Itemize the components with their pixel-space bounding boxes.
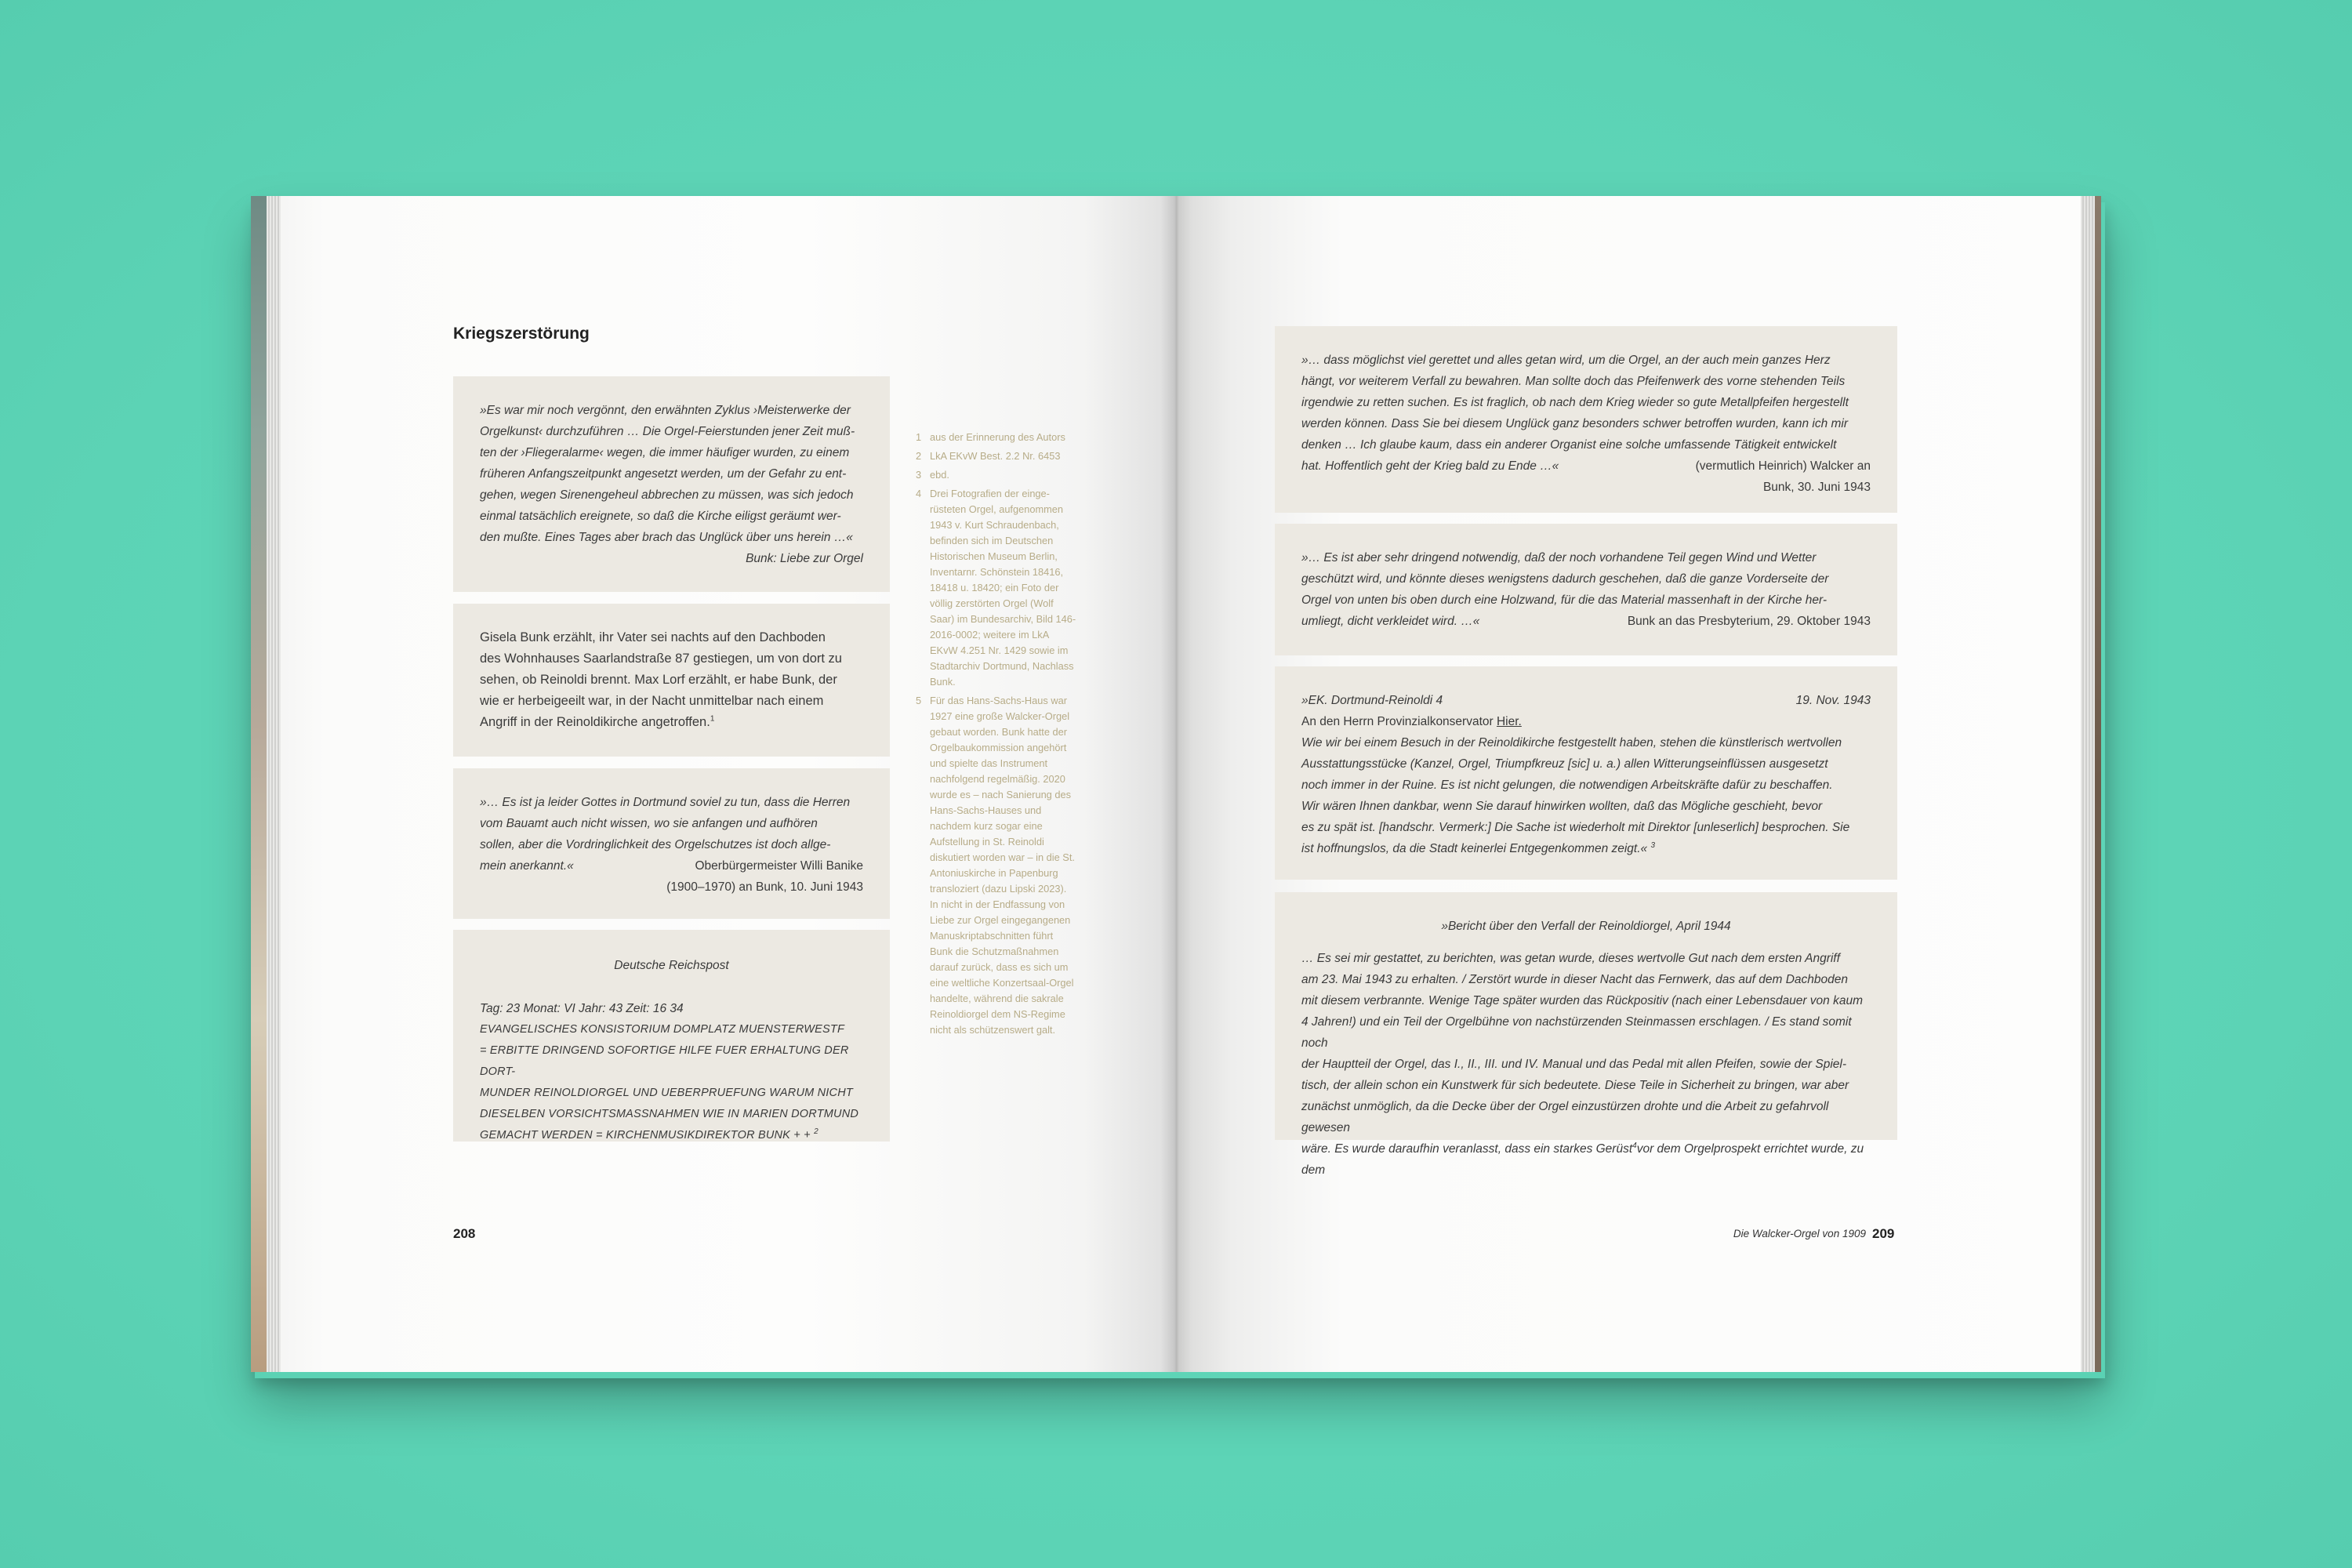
footnote-text: ebd. [930, 469, 949, 481]
letter-line: noch immer in der Ruine. Es ist nicht gelungen, die notwendigen Arbeitskräfte dafür zu beschaffen. [1301, 779, 1833, 792]
footnote [916, 448, 1076, 464]
footnote-text: Drei Fotografien der eingerüsteten Orgel, aufgenommen 1943 v. Kurt Schraudenbach, befinden sich im Deutschen Historischen Museum Berlin, Inventarnr. Schönstein 18416, 18418 u. 18420; ein Foto der völlig zerstörten Orgel (Wolf Saar) im Bundesarchiv, Bild 146-2016-0002; weitere im LkA EKvW 4.251 Nr. 1429 sowie im Stadtarchiv Dortmund, Nachlass Bunk. [930, 488, 1076, 688]
footnote-number: 3 [916, 469, 922, 481]
telegram-line: EVANGELISCHES KONSISTORIUM DOMPLATZ MUENSTERWESTF [480, 1023, 845, 1036]
quote-line: ten der ›Fliegeralarme‹ wegen, die immer häufiger wurden, zu einem [480, 446, 850, 459]
letter-date: 19. Nov. 1943 [1795, 694, 1871, 707]
quote-attribution: (vermutlich Heinrich) Walcker an [1695, 459, 1871, 473]
letter-addressee [1301, 711, 1871, 732]
quote-box-presbyterium [1275, 524, 1897, 655]
report-line: … Es sei mir gestattet, zu berichten, was getan wurde, dieses wertvolle Gut nach dem ersten Angriff [1301, 952, 1840, 965]
quote-attribution: Bunk, 30. Juni 1943 [1762, 481, 1871, 494]
right-cover-edge [2095, 196, 2101, 1372]
quote-line: irgendwie zu retten suchen. Es ist fraglich, ob nach dem Krieg wieder so gute Metallpfeifen hergestellt [1301, 396, 1849, 409]
telegram-line-text: GEMACHT WERDEN = KIRCHENMUSIKDIREKTOR BUNK + + [480, 1129, 811, 1142]
footnote-number: 5 [916, 695, 922, 706]
quote-line: sollen, aber die Vordringlichkeit des Orgelschutzes ist doch allge- [480, 838, 831, 851]
quote-line: »… Es ist aber sehr dringend notwendig, daß der noch vorhandene Teil gegen Wind und Wetter [1301, 551, 1817, 564]
section-heading: Kriegszerstörung [453, 325, 590, 343]
quote-line: denken … Ich glaube kaum, dass ein anderer Organist eine solche umfassende Tätigkeit entwickelt [1301, 438, 1837, 452]
letter-addressee-place: Hier. [1496, 715, 1522, 728]
footnote [916, 693, 1076, 1038]
footnote-number: 1 [916, 431, 922, 443]
quote-attribution: (1900–1970) an Bunk, 10. Juni 1943 [666, 880, 863, 894]
letter-sender: »EK. Dortmund-Reinoldi 4 [1301, 694, 1443, 707]
report-box-verfall [1275, 892, 1897, 1177]
telegram-line: = ERBITTE DRINGEND SOFORTIGE HILFE FUER ERHALTUNG DER DORT- [480, 1044, 849, 1078]
quote-box-banike [453, 768, 890, 919]
footnote-ref: 2 [814, 1127, 818, 1137]
narrative-line-text: Angriff in der Reinoldikirche angetroffen. [480, 715, 710, 729]
report-line [1301, 1138, 1871, 1181]
telegram-box [453, 930, 890, 1142]
letter-line: Wir wären Ihnen dankbar, wenn Sie darauf hinwirken wollten, daß das Mögliche geschieht, bevor [1301, 800, 1823, 813]
letter-box-provinzialkonservator [1275, 666, 1897, 880]
report-line: mit diesem verbrannte. Wenige Tage später wurden das Rückpositiv (nach einer Lebensdauer von kaum [1301, 994, 1863, 1007]
quote-line [1301, 456, 1871, 477]
quote-last-line: hat. Hoffentlich geht der Krieg bald zu Ende …« [1301, 459, 1559, 473]
telegram-line [480, 1125, 863, 1146]
footnote-column [916, 430, 1076, 1041]
footnote-text: aus der Erinnerung des Autors [930, 431, 1065, 443]
report-line: der Hauptteil der Orgel, das I., II., III. und IV. Manual und das Pedal mit allen Pfeifen, sowie der Spiel- [1301, 1058, 1846, 1071]
footnote-ref: 3 [1650, 840, 1656, 850]
report-line-text: wäre. Es wurde daraufhin veranlasst, dass ein starkes Gerüst [1301, 1142, 1633, 1156]
footnote-ref: 1 [710, 714, 715, 724]
left-cover-edge [251, 196, 267, 1372]
letter-line: Ausstattungsstücke (Kanzel, Orgel, Triumpfkreuz [sic] u. a.) allen Witterungseinflüssen ausgesetzt [1301, 757, 1828, 771]
narrative-line: des Wohnhauses Saarlandstraße 87 gestiegen, um von dort zu [480, 652, 842, 666]
footnote [916, 486, 1076, 690]
quote-line: hängt, vor weiterem Verfall zu bewahren. Man sollte doch das Pfeifenwerk des vorne stehenden Teils [1301, 375, 1846, 388]
quote-line: »… Es ist ja leider Gottes in Dortmund soviel zu tun, dass die Herren [480, 796, 851, 809]
letter-line: es zu spät ist. [handschr. Vermerk:] Die Sache ist wiederholt mit Direktor [unleserlich] besprochen. Sie [1301, 821, 1850, 834]
letter-line-text: ist hoffnungslos, da die Stadt keinerlei Entgegenkommen zeigt.« [1301, 842, 1648, 855]
quote-box-walcker [1275, 326, 1897, 513]
footnote-text: Für das Hans-Sachs-Haus war 1927 eine große Walcker-Orgel gebaut worden. Bunk hatte der Orgelbaukommission angehört und spielte das Instrument nachfolgend regelmäßig. 2020 wurde es – nach Sanierung des Hans-Sachs-Hauses und nachdem kurz sogar eine Aufstellung in St. Reinoldi diskutiert worden war – in die St. Antoniuskirche in Papenburg transloziert (dazu Lipski 2023). In nicht in der Endfassung von Liebe zur Orgel eingegangenen Manuskriptabschnitten führt Bunk die Schutzmaßnahmen darauf zurück, dass es sich um eine weltliche Konzertsaal-Orgel handelte, während die sakrale Reinoldiorgel dem NS-Regime nicht als schützenswert galt. [930, 695, 1075, 1036]
narrative-line: Gisela Bunk erzählt, ihr Vater sei nachts auf den Dachboden [480, 630, 826, 644]
quote-last-line: umliegt, dicht verkleidet wird. …« [1301, 615, 1480, 628]
quote-line: vom Bauamt auch nicht wissen, wo sie anfangen und aufhören [480, 817, 818, 830]
quote-attribution: Oberbürgermeister Willi Banike [695, 859, 863, 873]
quote-attribution: Bunk an das Presbyterium, 29. Oktober 1943 [1627, 615, 1871, 628]
page-number-left: 208 [453, 1226, 476, 1241]
quote-line [1301, 611, 1871, 632]
quote-line: einmal tatsächlich ereignete, so daß die Kirche eiligst geräumt wer- [480, 510, 841, 523]
page-number-right: 209 [1872, 1226, 1895, 1241]
quote-line: »… dass möglichst viel gerettet und alles getan wird, um die Orgel, an der auch mein ganzes Herz [1301, 354, 1831, 367]
quote-line: Orgelkunst‹ durchzuführen … Die Orgel-Feierstunden jener Zeit muß- [480, 425, 855, 438]
quote-box-bunk-liebe [453, 376, 890, 592]
telegram-line: MUNDER REINOLDIORGEL UND UEBERPRUEFUNG WARUM NICHT [480, 1087, 853, 1099]
telegram-line: DIESELBEN VORSICHTSMASSNAHMEN WIE IN MARIEN DORTMUND [480, 1108, 859, 1120]
narrative-line [480, 712, 863, 733]
footnote-number: 2 [916, 450, 922, 462]
quote-line: geschützt wird, und könnte dieses wenigstens dadurch geschehen, daß die ganze Vorderseite der [1301, 572, 1829, 586]
footnote-ref: 4 [1632, 1141, 1637, 1150]
left-page-stack [267, 196, 281, 1372]
running-title: Die Walcker-Orgel von 1909 [1733, 1228, 1866, 1240]
telegram-meta: Tag: 23 Monat: VI Jahr: 43 Zeit: 16 34 [480, 1002, 684, 1015]
footnote-text: LkA EKvW Best. 2.2 Nr. 6453 [930, 450, 1061, 462]
quote-line: gehen, wegen Sirenengeheul abbrechen zu müssen, was sich jedoch [480, 488, 854, 502]
narrative-line: wie er herbeigeeilt war, in der Nacht unmittelbar nach einem [480, 694, 824, 708]
letter-addressee-text: An den Herrn Provinzialkonservator [1301, 715, 1494, 728]
report-line: 4 Jahren!) und ein Teil der Orgelbühne von nachstürzenden Steinmassen erschlagen. / Es stand somit noch [1301, 1015, 1852, 1050]
quote-attribution: Bunk: Liebe zur Orgel [746, 552, 863, 565]
footnote [916, 430, 1076, 445]
quote-line: werden können. Dass Sie bei diesem Unglück ganz besonders schwer betroffen wurden, kann ich mir [1301, 417, 1849, 430]
footnote-number: 4 [916, 488, 922, 499]
report-line: tisch, der allein schon ein Kunstwerk für sich bedeutete. Diese Teile in Sicherheit zu bringen, war aber [1301, 1079, 1849, 1092]
quote-line: früheren Anfangszeitpunkt angesetzt werden, um der Gefahr zu ent- [480, 467, 847, 481]
narrative-line: sehen, ob Reinoldi brennt. Max Lorf erzählt, er habe Bunk, der [480, 673, 837, 687]
quote-last-line: mein anerkannt.« [480, 859, 574, 873]
report-line-text: vor dem Orgelprospekt errichtet wurde, zu dem [1301, 1142, 1864, 1177]
letter-line [1301, 838, 1871, 859]
quote-line: den mußte. Eines Tages aber brach das Unglück über uns herein …« [480, 531, 853, 544]
report-title: »Bericht über den Verfall der Reinoldiorgel, April 1944 [1441, 920, 1731, 933]
quote-line: »Es war mir noch vergönnt, den erwähnten Zyklus ›Meisterwerke der [480, 404, 851, 417]
quote-line [480, 855, 863, 877]
quote-line: Orgel von unten bis oben durch eine Holzwand, für die das Material massenhaft in der Kirche her- [1301, 593, 1828, 607]
telegram-title: Deutsche Reichspost [614, 959, 729, 972]
report-line: am 23. Mai 1943 zu erhalten. / Zerstört wurde in dieser Nacht das Fernwerk, das auf dem Dachboden [1301, 973, 1848, 986]
letter-line: Wie wir bei einem Besuch in der Reinoldikirche festgestellt haben, stehen die künstlerisch wertvollen [1301, 736, 1842, 750]
book-gutter [1160, 196, 1192, 1372]
report-line: zunächst unmöglich, da die Decke über der Orgel einzustürzen drohte und die Arbeit zu gefahrvoll gewesen [1301, 1100, 1829, 1134]
letter-header [1301, 690, 1871, 711]
footnote [916, 467, 1076, 483]
narrative-box-gisela-bunk [453, 604, 890, 757]
